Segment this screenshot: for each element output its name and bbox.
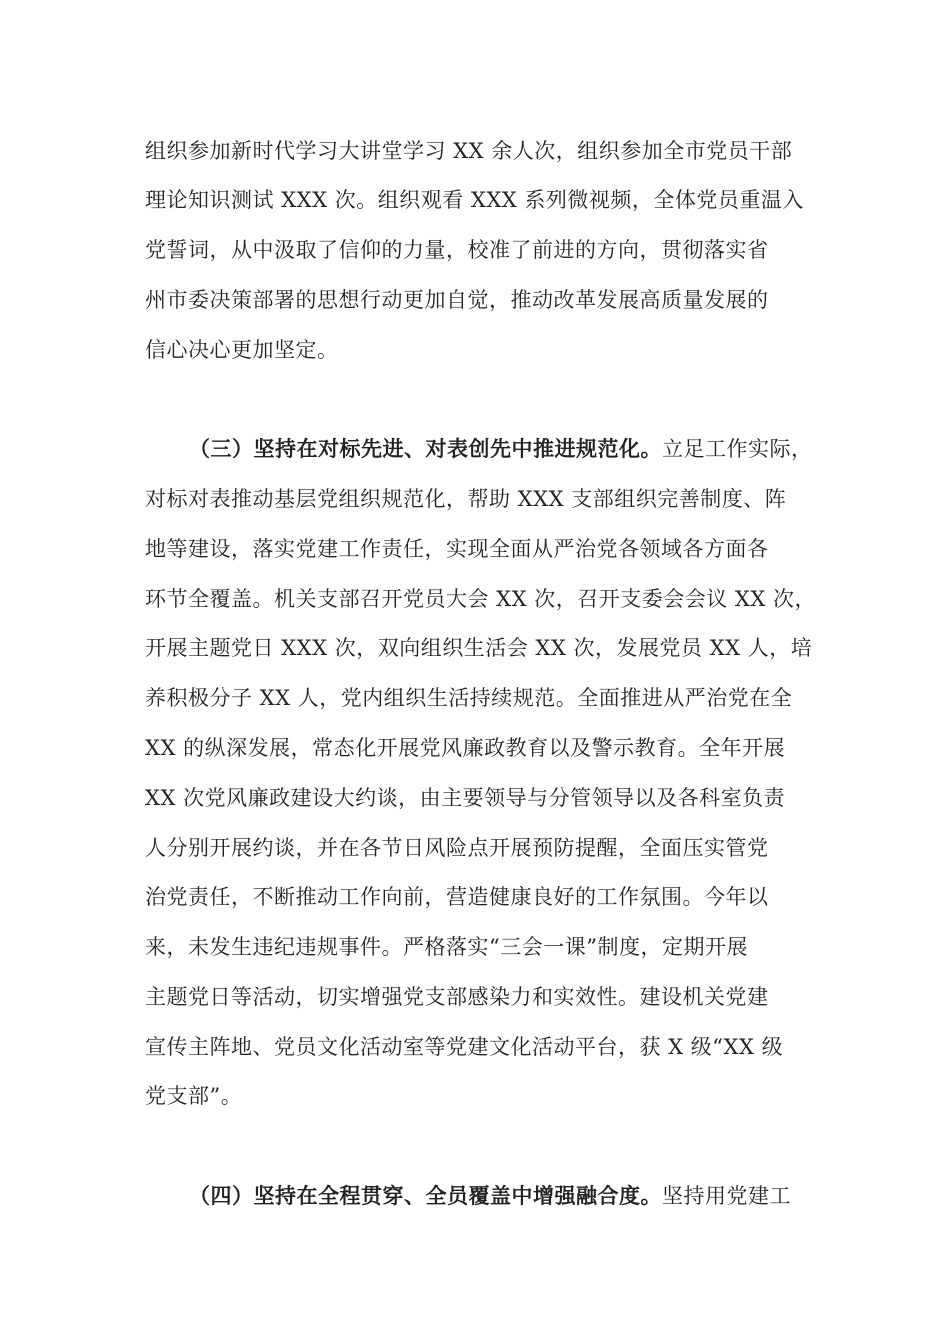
para1-line: 理论知识测试 XXX 次。组织观看 XXX 系列微视频，全体党员重温入 (145, 188, 804, 212)
para2-line: 治党责任，不断推动工作向前，营造健康良好的工作氛围。今年以 (145, 885, 769, 909)
section-heading: （四）坚持在全程贯穿、全员覆盖中增强融合度。 (189, 1184, 662, 1208)
para1-line: 组织参加新时代学习大讲堂学习 XX 余人次，组织参加全市党员干部 (145, 139, 793, 163)
para2-line: 地等建设，落实党建工作责任，实现全面从严治党各领域各方面各 (145, 537, 769, 561)
para2-line: 环节全覆盖。机关支部召开党员大会 XX 次，召开支委会会议 XX 次， (145, 587, 816, 611)
para3-first-line-text: 坚持用党建工 (662, 1184, 791, 1208)
para1-line: 州市委决策部署的思想行动更加自觉，推动改革发展高质量发展的 (145, 288, 769, 312)
para2-line: 主题党日等活动，切实增强党支部感染力和实效性。建设机关党建 (145, 985, 769, 1009)
para2-line: 来，未发生违纪违规事件。严格落实“三会一课”制度，定期开展 (145, 935, 748, 959)
para2-line: XX 的纵深发展，常态化开展党风廉政教育以及警示教育。全年开展 (145, 736, 786, 760)
section-heading: （三）坚持在对标先进、对表创先中推进规范化。 (189, 437, 662, 461)
para1-line: 党誓词，从中汲取了信仰的力量，校准了前进的方向，贯彻落实省 (145, 238, 769, 262)
para2-line: 人分别开展约谈，并在各节日风险点开展预防提醒，全面压实管党 (145, 836, 769, 860)
para1-line: 信心决心更加坚定。 (145, 338, 339, 362)
para2-line: 党支部”。 (145, 1084, 243, 1108)
para2-line: 宣传主阵地、党员文化活动室等党建文化活动平台，获 X 级“XX 级 (145, 1035, 784, 1059)
para2-line: 对标对表推动基层党组织规范化，帮助 XXX 支部组织完善制度、阵 (145, 487, 787, 511)
para2-line: XX 次党风廉政建设大约谈，由主要领导与分管领导以及各科室负责 (145, 786, 786, 810)
para2-first-line-text: 立足工作实际， (662, 437, 813, 461)
para2-line: 开展主题党日 XXX 次，双向组织生活会 XX 次，发展党员 XX 人，培 (145, 636, 813, 660)
para3-first-line (189, 1181, 791, 1211)
para2-line: 养积极分子 XX 人，党内组织生活持续规范。全面推进从严治党在全 (145, 686, 793, 710)
para2-first-line (189, 434, 813, 464)
